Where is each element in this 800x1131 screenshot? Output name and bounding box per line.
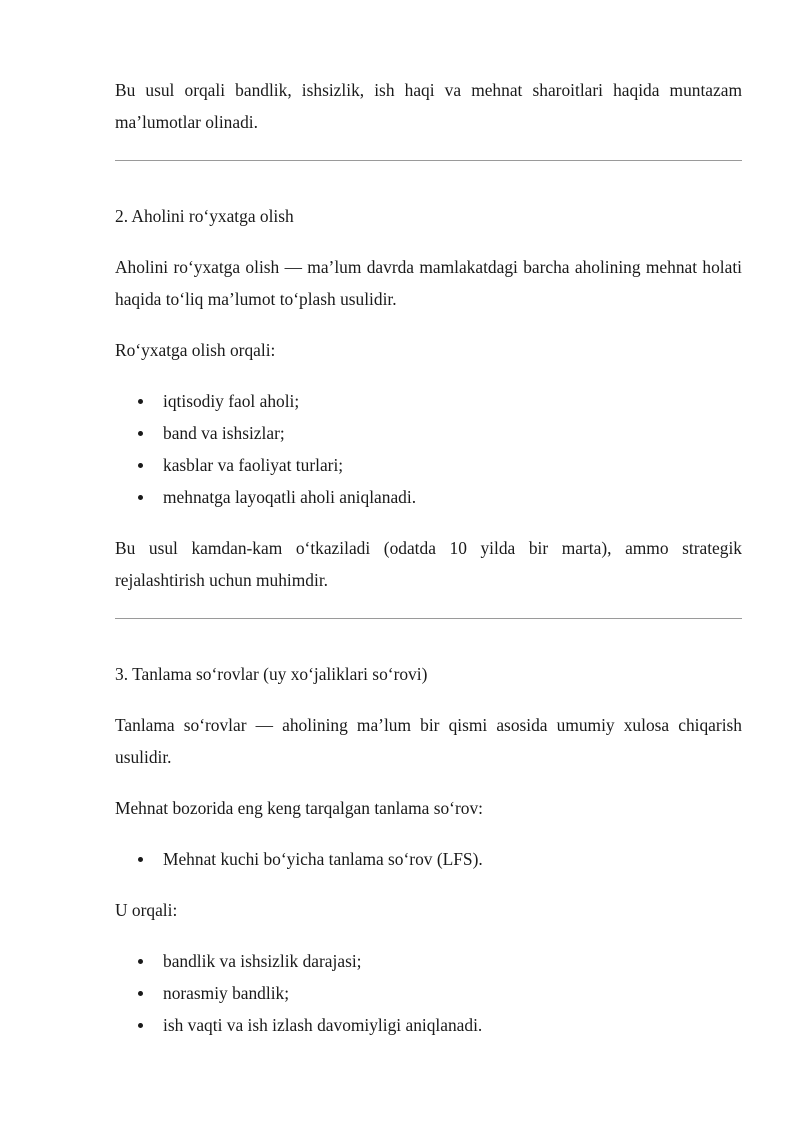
- bullet-icon: [138, 959, 143, 964]
- bullet-icon: [138, 991, 143, 996]
- bullet-icon: [138, 463, 143, 468]
- document-page: [115, 74, 742, 1041]
- list-item: mehnatga layoqatli aholi aniqlanadi.: [115, 481, 742, 513]
- bullet-icon: [138, 431, 143, 436]
- section-2-heading: 2. Aholini ro‘yxatga olish: [115, 206, 294, 226]
- bullet-icon: [138, 495, 143, 500]
- section-3-lead: Mehnat bozorida eng keng tarqalgan tanlama so‘rov:: [115, 798, 483, 818]
- section-divider: [115, 160, 742, 161]
- list-item: kasblar va faoliyat turlari;: [115, 449, 742, 481]
- section-3-bullet-list-a: [115, 843, 742, 875]
- section-3-heading: 3. Tanlama so‘rovlar (uy xo‘jaliklari so‘rovi): [115, 664, 428, 684]
- list-item: ish vaqti va ish izlash davomiyligi aniqlanadi.: [115, 1009, 742, 1041]
- section-3-lead-2: U orqali:: [115, 900, 178, 920]
- section-2-lead: Ro‘yxatga olish orqali:: [115, 340, 276, 360]
- list-item: Mehnat kuchi bo‘yicha tanlama so‘rov (LFS).: [115, 843, 742, 875]
- intro-paragraph: Bu usul orqali bandlik, ishsizlik, ish haqi va mehnat sharoitlari haqida muntazam ma’lumotlar olinadi.: [115, 80, 742, 132]
- list-item: norasmiy bandlik;: [115, 977, 742, 1009]
- bullet-icon: [138, 399, 143, 404]
- list-item: band va ishsizlar;: [115, 417, 742, 449]
- section-3-paragraph: Tanlama so‘rovlar — aholining ma’lum bir qismi asosida umumiy xulosa chiqarish usulidir.: [115, 715, 742, 767]
- section-2-bullet-list: [115, 385, 742, 513]
- bullet-icon: [138, 1023, 143, 1028]
- section-divider: [115, 618, 742, 619]
- bullet-icon: [138, 857, 143, 862]
- list-item: bandlik va ishsizlik darajasi;: [115, 945, 742, 977]
- section-2-closing: Bu usul kamdan-kam o‘tkaziladi (odatda 10 yilda bir marta), ammo strategik rejalashtirish uchun muhimdir.: [115, 538, 742, 590]
- list-item: iqtisodiy faol aholi;: [115, 385, 742, 417]
- section-3-bullet-list-b: [115, 945, 742, 1041]
- section-2-paragraph: Aholini ro‘yxatga olish — ma’lum davrda mamlakatdagi barcha aholining mehnat holati haqida to‘liq ma’lumot to‘plash usulidir.: [115, 257, 742, 309]
